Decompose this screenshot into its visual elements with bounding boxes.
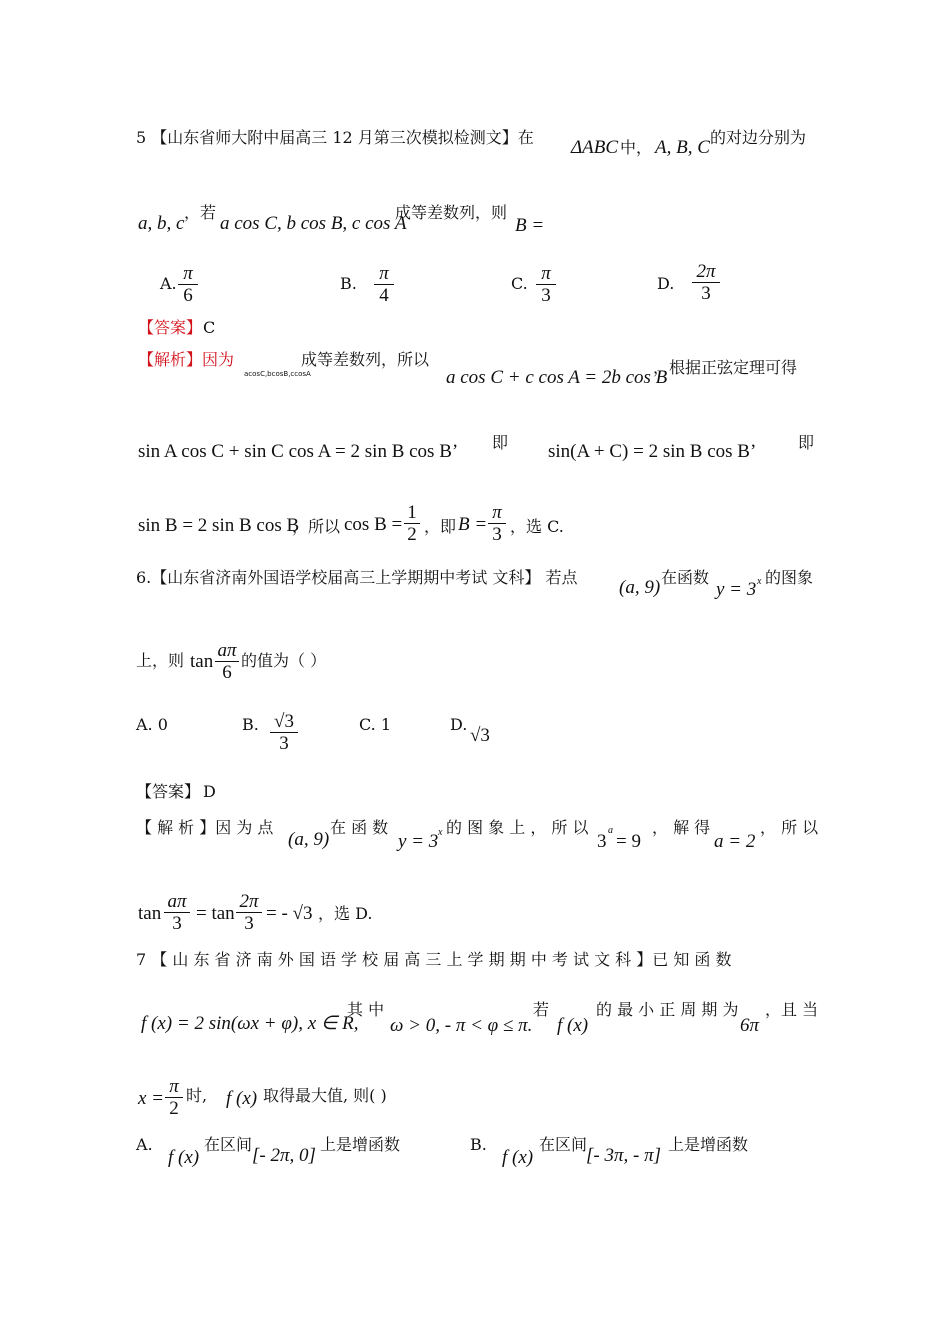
q6-choice-d-value: √3 [470, 725, 490, 746]
q5-eq2: sin A cos C + sin C cos A = 2 sin B cos B’ [138, 441, 459, 462]
q5-choice-a-value: $\frac{\pi}{6}$ [178, 263, 198, 306]
q6-suoyi2: ， 所 以 [760, 818, 819, 837]
q6-tan1: tan [138, 903, 162, 924]
q5-sides: a, b, c [138, 213, 185, 234]
q7-option-a-zeng: 上是增函数 [320, 1135, 401, 1154]
q7-max: 取得最大值, 则( ) [263, 1086, 387, 1105]
q6-shang: 上，则 [136, 651, 185, 670]
q6-tuxiang: 的图象 [765, 568, 814, 587]
q7-qizhong: 其 中 [347, 1000, 385, 1019]
q6-func2-exp: x [438, 827, 443, 838]
q6-func-exp: x [757, 576, 762, 587]
q6-choice-b-label: B. [242, 715, 259, 734]
q5-choice-c-label: C. [511, 274, 528, 293]
q6-choice-d-label: D. [450, 715, 468, 734]
q5-triangle: ΔABC [571, 137, 619, 158]
q7-six-pi: 6π [740, 1015, 760, 1036]
q5-ruo: ，若 [184, 203, 217, 222]
q5-choice-c-value: $\frac{\pi}{3}$ [536, 263, 556, 306]
q5-analysis-2: ，根据正弦定理可得 [653, 358, 798, 377]
q6-func2: y = 3 [398, 831, 439, 852]
q5-answer: C [203, 318, 216, 337]
q5-pi-third: $\frac{\pi}{3}$ [488, 502, 506, 545]
q6-zai2: 在 函 数 [330, 818, 389, 837]
q7-period: 的 最 小 正 周 期 为 [596, 1000, 739, 1019]
q5-choice-d-label: D. [657, 274, 675, 293]
q5-xuan: ，选 C. [510, 517, 564, 536]
q5-cosb: cos B = [344, 514, 403, 535]
q5-answer-tag: 【答案】 [138, 318, 203, 337]
q5-b-eq2: B = [458, 514, 488, 535]
q5-suoyi: ，所以 [292, 517, 341, 536]
q5-choice-d-value: $\frac{2\pi}{3}$ [692, 261, 720, 304]
q7-option-a-f: f (x) [168, 1147, 200, 1168]
q7-ruo: 若 [533, 1000, 550, 1019]
q5-expr: a cos C, b cos B, c cos A [220, 213, 407, 234]
q7-option-a-label: A. [136, 1135, 153, 1154]
q6-zai: 在函数 [661, 568, 710, 587]
q6-frac1: $\frac{a\pi}{3}$ [164, 891, 190, 934]
q6-choice-b-value: $\frac{√3}{3}$ [270, 711, 298, 754]
q6-eq9: = 9 [616, 831, 641, 852]
q6-eq-tan: = tan [196, 903, 235, 924]
q6-point2: (a, 9) [288, 829, 330, 850]
q5-zhong: 中， [620, 138, 653, 157]
q5-half: $\frac{1}{2}$ [404, 502, 420, 545]
q6-analysis-tag: 【 解 析 】因 为 点 [136, 818, 274, 837]
q5-arithmetic: 成等差数列，则 [395, 203, 508, 222]
q5-ji: 即 [492, 433, 509, 452]
q7-qiedang: ，且 当 [765, 1000, 819, 1019]
q7-x-eq: x = [138, 1088, 165, 1109]
q7-option-a-qujian: 在区间 [204, 1135, 253, 1154]
q7-option-b-zeng: 上是增函数 [668, 1135, 749, 1154]
q6-func: y = 3 [716, 579, 757, 600]
q5-ji2: 即 [798, 433, 815, 452]
q6-a-eq-2: a = 2 [714, 831, 756, 852]
q6-pow-exp: a [608, 825, 613, 836]
q6-xuan: ，选 D. [318, 904, 373, 923]
q7-option-b-label: B. [470, 1135, 487, 1154]
q7-fx2: f (x) [226, 1088, 258, 1109]
q7-option-b-f: f (x) [502, 1147, 534, 1168]
q7-x-frac: $\frac{\pi}{2}$ [165, 1076, 183, 1119]
q5-tiny-formula: acosC,bcosB,ccosA [244, 370, 311, 378]
q7-condition: ω > 0, - π < φ ≤ π. [390, 1015, 533, 1036]
q5-choice-b-value: $\frac{\pi}{4}$ [374, 263, 394, 306]
q6-neg-sqrt3: = - √3 [266, 903, 313, 924]
q5-analysis-tag: 【解析】因为 [138, 350, 235, 369]
q6-jiede: ， 解 得 [652, 818, 711, 837]
q5-eq3: sin(A + C) = 2 sin B cos B’ [548, 441, 757, 462]
q5-b-eq: B = [515, 215, 545, 236]
q5-choice-a-label: A. [160, 274, 177, 293]
q5-opposite-sides: 的对边分别为 [710, 128, 807, 147]
q6-point: (a, 9) [619, 577, 661, 598]
q5-analysis-1: 成等差数列，所以 [301, 350, 430, 369]
q7-heading: 7 【 山 东 省 济 南 外 国 语 学 校 届 高 三 上 学 期 期 中 考 试 文 科 】已 知 函 数 [136, 950, 732, 969]
q6-frac2: $\frac{2\pi}{3}$ [236, 891, 262, 934]
q7-option-b-interval: [- 3π, - π] [586, 1145, 661, 1166]
q6-choice-c: C. 1 [359, 715, 392, 734]
q7-option-b-qujian: 在区间 [539, 1135, 588, 1154]
q5-eq1: a cos C + c cos A = 2b cos B [446, 367, 668, 388]
q6-tx2: 的 图 象 上 ， 所 以 [446, 818, 589, 837]
q6-choice-a: A. 0 [136, 715, 168, 734]
q6-heading: 6.【山东省济南外国语学校届高三上学期期中考试 文科】 若点 [136, 568, 578, 587]
q6-pow: 3 [597, 831, 607, 852]
q5-heading: 5 【山东省师大附中届高三 12 月第三次模拟检测文】在 [136, 128, 534, 147]
q5-ji3: ，即 [424, 517, 457, 536]
q6-answer-tag: 【答案】 [136, 782, 201, 801]
q6-tan: tan [190, 651, 214, 672]
q5-eq4: sin B = 2 sin B cos B [138, 515, 300, 536]
q7-func: f (x) = 2 sin(ωx + φ), x ∈ R, [141, 1013, 359, 1034]
q6-tan-frac: $\frac{a\pi}{6}$ [215, 640, 239, 683]
q7-option-a-interval: [- 2π, 0] [252, 1145, 316, 1166]
q7-fx: f (x) [557, 1015, 589, 1036]
q7-shi: 时, [186, 1086, 208, 1105]
q5-choice-b-label: B. [340, 274, 357, 293]
q6-answer: D [203, 782, 216, 801]
q6-zhi: 的值为（ ） [241, 651, 327, 670]
q5-angles: A, B, C [655, 137, 710, 158]
